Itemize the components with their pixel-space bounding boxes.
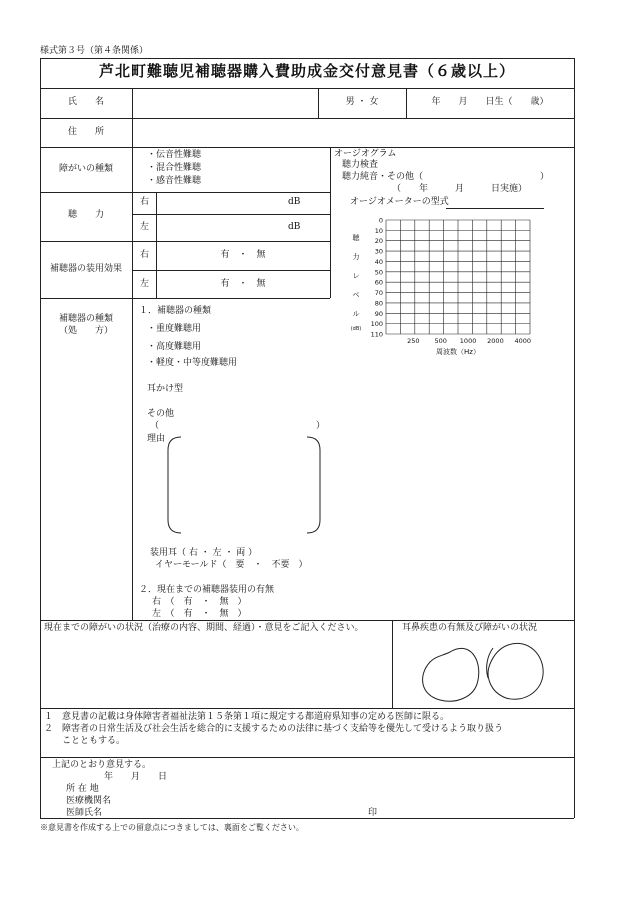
- y-tick-0: 0: [378, 216, 383, 225]
- y-tick-20: 20: [374, 237, 383, 246]
- statement: 上記のとおり意見する。: [52, 760, 152, 770]
- audiometer-model-label: オージオメーターの型式: [350, 197, 449, 207]
- note-1: １ 意見書の記載は身体障害者福祉法第１５条第１項に規定する都道府県知事の定める医師に限る。: [44, 712, 450, 722]
- note-3: ことともする。: [44, 736, 126, 746]
- aid-type-reason-label: 理由: [147, 434, 166, 444]
- aid-effect-right-value[interactable]: 有 ・ 無: [220, 250, 266, 260]
- aid-type-high[interactable]: ・高度難聴用: [147, 342, 202, 352]
- signature-facility[interactable]: 医療機関名: [66, 796, 112, 806]
- y-tick-40: 40: [374, 257, 383, 266]
- disability-option-conductive[interactable]: ・伝音性難聴: [147, 150, 202, 160]
- name-label: 氏 名: [67, 97, 104, 107]
- aid-effect-right-label: 右: [140, 250, 150, 260]
- y-tick-110: 110: [370, 330, 383, 339]
- aid-history-heading: ２．現在までの補聴器装用の有無: [139, 585, 275, 595]
- x-tick-250: 250: [407, 337, 420, 345]
- disability-option-sensorineural[interactable]: ・感音性難聴: [147, 176, 202, 186]
- audiogram-chart: [330, 210, 574, 360]
- right-ear-outline: [423, 648, 479, 701]
- seal-mark: 印: [368, 808, 378, 818]
- y-label-char-2: レ: [352, 272, 360, 280]
- y-label-char-3: ベ: [352, 291, 360, 299]
- y-tick-90: 90: [374, 309, 383, 318]
- left-ear-outline: [487, 643, 544, 699]
- aid-type-severe[interactable]: ・重度難聴用: [147, 324, 202, 334]
- signature-location[interactable]: 所 在 地: [66, 784, 99, 794]
- aid-type-other[interactable]: その他: [147, 409, 175, 419]
- aid-type-sublabel: （処 方）: [58, 326, 113, 336]
- y-label-char-4: ル: [352, 310, 360, 318]
- y-tick-60: 60: [374, 278, 383, 287]
- hearing-right-label: 右: [140, 197, 150, 207]
- x-tick-500: 500: [434, 337, 447, 345]
- sex-option[interactable]: 男 ・ 女: [345, 97, 379, 107]
- audiogram-title: オージオグラム: [334, 149, 397, 159]
- signature-date[interactable]: 年 月 日: [104, 772, 168, 782]
- audiogram-test-label: 聴力検査: [342, 160, 379, 170]
- y-label-char-0: 聴: [352, 234, 360, 242]
- aid-type-heading: １．補聴器の種類: [139, 306, 212, 316]
- aid-type-label: 補聴器の種類: [58, 314, 113, 324]
- aid-type-mild[interactable]: ・軽度・中等度難聴用: [147, 358, 238, 368]
- note-2: ２ 障害者の日常生活及び社会生活を総合的に支援するための法律に基づく支給等を優先して受けるよう取り扱う: [44, 724, 504, 734]
- ent-status-label: 耳鼻疾患の有無及び障がいの状況: [402, 623, 538, 633]
- ear-side-field[interactable]: 装用耳（ 右 ・ 左 ・ 両 ）: [150, 548, 258, 558]
- y-tick-70: 70: [374, 289, 383, 298]
- disability-label: 障がいの種類: [58, 164, 113, 174]
- aid-type-ear-hook[interactable]: 耳かけ型: [147, 384, 184, 394]
- hearing-left-label: 左: [140, 222, 150, 232]
- audiogram-pure-tone[interactable]: 聴力純音・その他（ ）: [342, 172, 550, 182]
- disability-option-mixed[interactable]: ・混合性難聴: [147, 163, 202, 173]
- x-axis-label: 周波数（Hz）: [436, 348, 480, 356]
- aid-type-other-close-paren: ）: [316, 421, 326, 431]
- y-tick-100: 100: [370, 320, 383, 329]
- y-tick-80: 80: [374, 299, 383, 308]
- hearing-right-unit: dB: [288, 197, 301, 207]
- situation-label: 現在までの障がいの状況（治療の内容、期間、経過）・意見をご記入ください。: [44, 623, 364, 633]
- footer-note: ※意見書を作成する上での留意点につきましては、裏面をご覧ください。: [40, 823, 304, 832]
- ear-mold-field[interactable]: イヤーモールド（ 要 ・ 不要 ）: [155, 560, 308, 570]
- signature-doctor[interactable]: 医師氏名: [66, 808, 103, 818]
- aid-history-right[interactable]: 右 （ 有 ・ 無 ）: [152, 597, 247, 607]
- birthdate-field[interactable]: 年 月 日生（ 歳）: [431, 97, 549, 107]
- audiogram-date[interactable]: （ 年 月 日実施）: [392, 184, 528, 194]
- x-tick-4000: 4000: [514, 337, 532, 345]
- y-tick-50: 50: [374, 268, 383, 277]
- hearing-left-unit: dB: [288, 222, 301, 232]
- x-tick-1000: 1000: [459, 337, 477, 345]
- aid-effect-left-value[interactable]: 有 ・ 無: [220, 279, 266, 289]
- aid-history-left[interactable]: 左 （ 有 ・ 無 ）: [152, 609, 247, 619]
- x-tick-2000: 2000: [487, 337, 504, 345]
- y-label-char-1: 力: [352, 253, 360, 261]
- page-title: 芦北町難聴児補聴器購入費助成金交付意見書（６歳以上）: [98, 62, 515, 80]
- aid-type-other-open-paren: （: [150, 421, 160, 431]
- form-number: 様式第３号（第４条関係）: [40, 46, 149, 56]
- aid-effect-left-label: 左: [140, 279, 150, 289]
- address-label: 住 所: [67, 127, 104, 137]
- hearing-label: 聴 力: [67, 210, 104, 220]
- aid-effect-label: 補聴器の装用効果: [49, 264, 122, 274]
- y-unit: (dB): [350, 326, 362, 332]
- y-tick-30: 30: [374, 247, 383, 256]
- y-tick-10: 10: [374, 226, 383, 235]
